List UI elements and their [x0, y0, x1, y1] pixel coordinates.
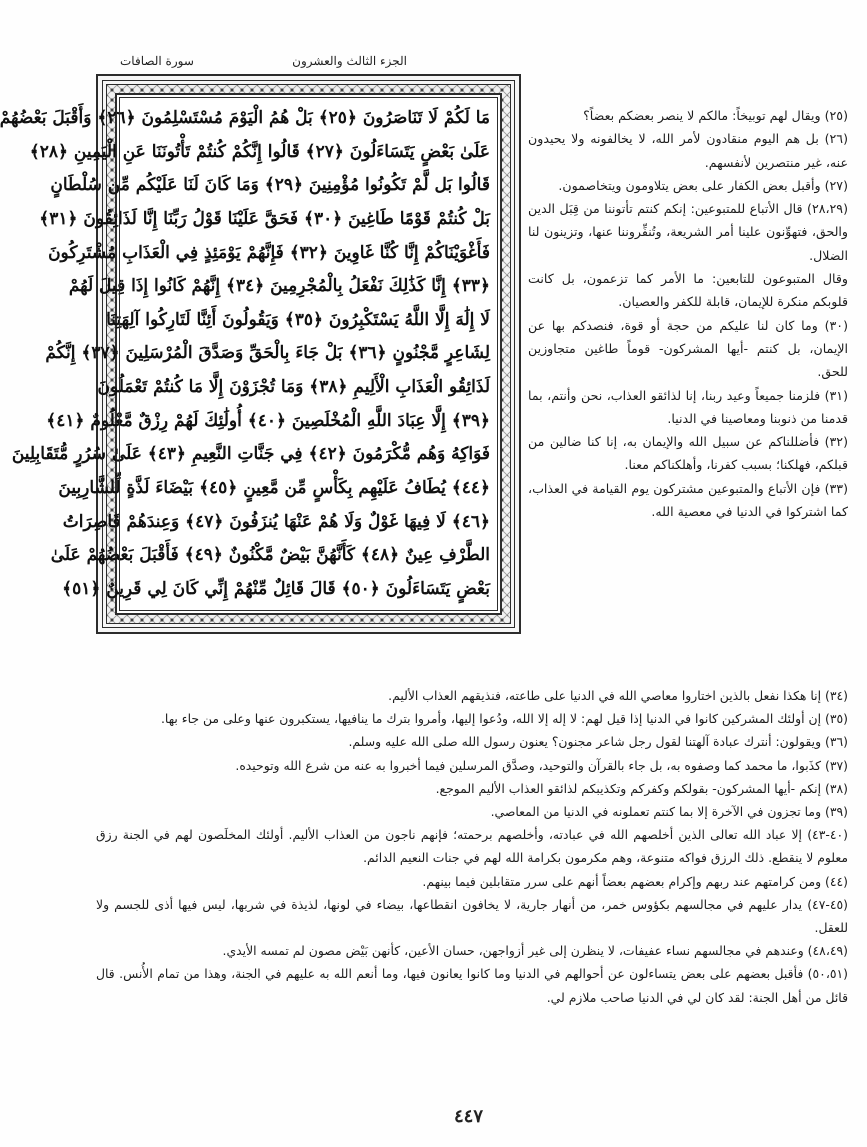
quran-line: قَالُوا بَل لَّمْ تَكُونُوا مُؤْمِنِينَ ﴿٢٩﴾ وَمَا كَانَ لَنَا عَلَيْكُم مِّن سُلْطَانٍ	[50, 175, 490, 196]
tafsir-paragraph: (٤٥-٤٧) يدار عليهم في مجالسهم بكؤوس خمر، من أنهار جارية، لا يخافون انقطاعها، بيضاء في لونها، لذيذة في شربها، ليس فيها أذى للجسم ولا للعقل.	[96, 896, 848, 936]
tafsir-paragraph: (٣٨) إنكم -أيها المشركون- بقولكم وكفركم وتكذيبكم لذائقو العذاب الأليم الموجع.	[435, 780, 848, 796]
tafsir-paragraph: (٢٦) بل هم اليوم منقادون لأمر الله، لا يخالفونه ولا يحيدون عنه، غير منتصرين لأنفسهم.	[528, 131, 848, 170]
tafsir-paragraph: (٢٨،٢٩) قال الأتباع للمتبوعين: إنكم كنتم تأتوننا من قِبَل الدين والحق، فتهوِّنون علينا أمر الشريعة، وتُنفِّروننا عنها، وتزينون لنا الضلال.	[528, 201, 848, 263]
tafsir-paragraph: (٣٠) وما كان لنا عليكم من حجة أو قوة، فنصدكم بها عن الإيمان، بل كنتم -أيها المشركون- قوماً طاغين متجاوزين للحق.	[528, 317, 848, 380]
quran-line: لَا إِلَٰهَ إِلَّا اللَّهُ يَسْتَكْبِرُونَ ﴿٣٥﴾ وَيَقُولُونَ أَئِنَّا لَتَارِكُوا آلِهَتِنَا	[106, 309, 490, 330]
quran-line: بَلْ كُنتُمْ قَوْمًا طَاغِينَ ﴿٣٠﴾ فَحَقَّ عَلَيْنَا قَوْلُ رَبِّنَا إِنَّا لَذَائِقُونَ ﴿٣١﴾	[39, 208, 490, 229]
tafsir-paragraph: (٥٠،٥١) فأقبل بعضهم على بعض يتساءلون عن أحوالهم في الدنيا وما كانوا يعانون فيها، وما أنعم الله به عليهم في الجنة، وهذا من تمام الأُنس. قال قائل من أهل الجنة: لقد كان لي في الدنيا صاحب ملازم لي.	[96, 966, 848, 1005]
quran-line: فَأَغْوَيْنَاكُمْ إِنَّا كُنَّا غَاوِينَ ﴿٣٢﴾ فَإِنَّهُمْ يَوْمَئِذٍ فِي الْعَذَابِ مُشْتَرِكُونَ	[48, 242, 490, 263]
tafsir-right-column	[528, 104, 848, 523]
tafsir-paragraph: (٣٧) كذَبوا، ما محمد كما وصفوه به، بل جاء بالقرآن والتوحيد، وصدَّق المرسلين فيما أخبروا به عنه من شرع الله وتوحيده.	[235, 757, 848, 773]
ornamental-border-pattern	[0, 84, 511, 624]
quran-line: ﴿٣٩﴾ إِلَّا عِبَادَ اللَّهِ الْمُخْلَصِينَ ﴿٤٠﴾ أُولَٰئِكَ لَهُمْ رِزْقٌ مَّعْلُومٌ ﴿٤١﴾	[46, 410, 490, 431]
quran-line: بَعْضٍ يَتَسَاءَلُونَ ﴿٥٠﴾ قَالَ قَائِلٌ مِّنْهُمْ إِنِّي كَانَ لِي قَرِينٌ ﴿٥١﴾	[62, 578, 490, 599]
tafsir-full-width	[96, 684, 848, 1009]
tafsir-paragraph: (٤٤) ومن كرامتهم عند ربهم وإكرام بعضهم بعضاً أنهم على سرر متقابلين فيما بينهم.	[422, 873, 848, 889]
tafsir-paragraph: (٤٠-٤٣) إلا عباد الله تعالى الذين أخلصهم الله في عبادته، وأخلصهم برحمته؛ فإنهم ناجون من العذاب الأليم. أولئك المخلَصون لهم في الجنة رزق معلوم لا ينقطع. ذلك الرزق فواكه متنوعة، وهم مكرمون بكرامة الله لهم في جنات النعيم الدائم.	[96, 827, 848, 866]
tafsir-paragraph: (٣٩) وما تجزون في الآخرة إلا بما كنتم تعملونه في الدنيا من المعاصي.	[490, 804, 848, 820]
surah-header: سورة الصافات	[120, 54, 194, 68]
quran-text-box	[0, 93, 502, 615]
quran-line: لِشَاعِرٍ مَّجْنُونٍ ﴿٣٦﴾ بَلْ جَاءَ بِالْحَقِّ وَصَدَّقَ الْمُرْسَلِينَ ﴿٣٧﴾ إِنَّكُمْ	[45, 343, 490, 364]
tafsir-paragraph: (٣٢) فأضللناكم عن سبيل الله والإيمان به، إنا كنا ضالين من قبلكم، فهلكنا؛ بسبب كفرنا، وأهلكناكم معنا.	[528, 434, 848, 473]
quran-line: عَلَىٰ بَعْضٍ يَتَسَاءَلُونَ ﴿٢٧﴾ قَالُوا إِنَّكُمْ كُنتُمْ تَأْتُونَنَا عَنِ الْيَمِينِ ﴿٢٨﴾	[29, 141, 490, 162]
page-number: ٤٤٧	[453, 1106, 483, 1127]
quran-frame	[0, 74, 521, 634]
juz-header: الجزء الثالث والعشرون	[292, 54, 407, 68]
quran-line: لَذَائِقُو الْعَذَابِ الْأَلِيمِ ﴿٣٨﴾ وَمَا تُجْزَوْنَ إِلَّا مَا كُنتُمْ تَعْمَلُونَ	[97, 377, 490, 398]
quran-line: ﴿٤٦﴾ لَا فِيهَا غَوْلٌ وَلَا هُمْ عَنْهَا يُنزَفُونَ ﴿٤٧﴾ وَعِندَهُمْ قَاصِرَاتُ	[62, 511, 490, 532]
tafsir-paragraph: وقال المتبوعون للتابعين: ما الأمر كما تزعمون، بل كانت قلوبكم منكرة للإيمان، قابلة للكفر والعصيان.	[528, 271, 848, 310]
quran-line: الطَّرْفِ عِينٌ ﴿٤٨﴾ كَأَنَّهُنَّ بَيْضٌ مَّكْنُونٌ ﴿٤٩﴾ فَأَقْبَلَ بَعْضُهُمْ عَلَىٰ	[50, 545, 490, 566]
tafsir-paragraph: (٣٤) إنا هكذا نفعل بالذين اختاروا معاصي الله في الدنيا على طاعته، فنذيقهم العذاب الأليم.	[388, 688, 848, 703]
quran-line: فَوَاكِهُ وَهُم مُّكْرَمُونَ ﴿٤٢﴾ فِي جَنَّاتِ النَّعِيمِ ﴿٤٣﴾ عَلَىٰ سُرُرٍ مُّتَقَابِلِينَ	[11, 444, 490, 465]
tafsir-paragraph: (٣٣) فإن الأتباع والمتبوعين مشتركون يوم القيامة في العذاب، كما اشتركوا في الدنيا في معصية الله.	[528, 480, 848, 520]
tafsir-paragraph: (٣٥) إن أولئك المشركين كانوا في الدنيا إذا قيل لهم: لا إله إلا الله، ودُعوا إليها، وأمروا بترك ما ينافيها، يستكبرون عنها وعلى من جاء بها.	[160, 711, 848, 727]
tafsir-paragraph: (٣١) فلزمنا جميعاً وعيد ربنا، إنا لذائقو العذاب، نحن وأنتم، بما قدمنا من ذنوبنا ومعاصينا في الدنيا.	[528, 387, 848, 426]
tafsir-paragraph: (٤٨،٤٩) وعندهم في مجالسهم نساء عفيفات، لا ينظرن إلى غير أزواجهن، حسان الأعين، كأنهن بَيْض مصون لم تمسه الأيدي.	[222, 943, 848, 959]
quran-line: ﴿٤٤﴾ يُطَافُ عَلَيْهِم بِكَأْسٍ مِّن مَّعِينٍ ﴿٤٥﴾ بَيْضَاءَ لَذَّةٍ لِّلشَّارِبِينَ	[58, 478, 490, 499]
quran-line: مَا لَكُمْ لَا تَنَاصَرُونَ ﴿٢٥﴾ بَلْ هُمُ الْيَوْمَ مُسْتَسْلِمُونَ ﴿٢٦﴾ وَأَقْبَلَ بَعْضُهُمْ	[0, 108, 490, 128]
quran-line: ﴿٣٣﴾ إِنَّا كَذَٰلِكَ نَفْعَلُ بِالْمُجْرِمِينَ ﴿٣٤﴾ إِنَّهُمْ كَانُوا إِذَا قِيلَ لَهُمْ	[68, 276, 490, 297]
tafsir-paragraph: (٢٥) ويقال لهم توبيخاً: مالكم لا ينصر بعضكم بعضاً؟	[583, 108, 848, 123]
tafsir-paragraph: (٢٧) وأقبل بعض الكفار على بعض يتلاومون ويتخاصمون.	[558, 177, 848, 193]
frame-border	[0, 80, 515, 628]
tafsir-paragraph: (٣٦) ويقولون: أنترك عبادة آلهتنا لقول رجل شاعر مجنون؟ يعنون رسول الله صلى الله عليه وسلم.	[348, 734, 848, 750]
